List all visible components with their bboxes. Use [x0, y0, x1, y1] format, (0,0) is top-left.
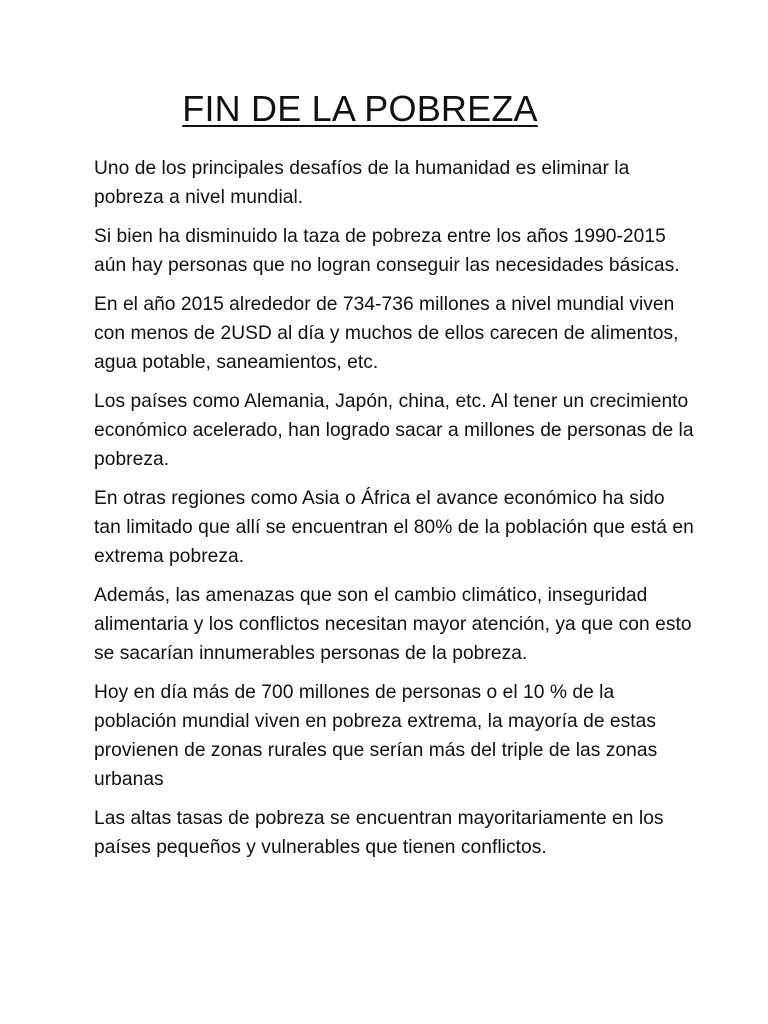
document-title: FIN DE LA POBREZA [182, 88, 538, 129]
paragraph-8: Las altas tasas de pobreza se encuentran mayoritariamente en los países pequeños y vulnerables que tienen conflictos. [94, 808, 664, 858]
paragraph-1: Uno de los principales desafíos de la humanidad es eliminar la pobreza a nivel mundial. [94, 158, 630, 208]
paragraph-4: Los países como Alemania, Japón, china, etc. Al tener un crecimiento económico acelerado, han logrado sacar a millones de personas de la pobreza. [94, 391, 694, 470]
paragraph-2: Si bien ha disminuido la taza de pobreza entre los años 1990-2015 aún hay personas que no logran conseguir las necesidades básicas. [94, 226, 680, 276]
document-body [94, 154, 694, 872]
paragraph-6: Además, las amenazas que son el cambio climático, inseguridad alimentaria y los conflictos necesitan mayor atención, ya que con esto se sacarían innumerables personas de la pobreza. [94, 585, 692, 664]
paragraph-5: En otras regiones como Asia o África el avance económico ha sido tan limitado que allí se encuentran el 80% de la población que está en extrema pobreza. [94, 488, 694, 567]
paragraph-3: En el año 2015 alrededor de 734-736 millones a nivel mundial viven con menos de 2USD al día y muchos de ellos carecen de alimentos, agua potable, saneamientos, etc. [94, 294, 679, 373]
paragraph-7: Hoy en día más de 700 millones de personas o el 10 % de la población mundial viven en pobreza extrema, la mayoría de estas provienen de zonas rurales que serían más del triple de las zonas urbanas [94, 682, 658, 790]
